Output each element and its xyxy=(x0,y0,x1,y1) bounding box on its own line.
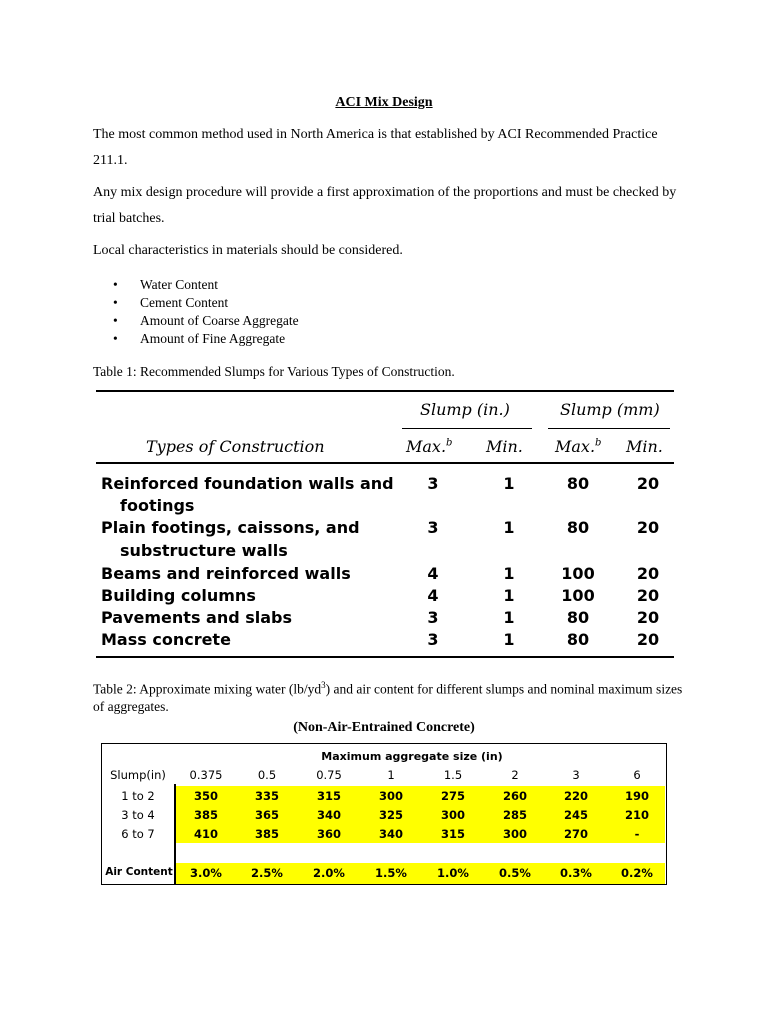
cell-max-mm: 80 xyxy=(566,630,590,649)
cell-max-mm: 100 xyxy=(561,564,595,583)
table-row-name-cont: footings xyxy=(120,496,195,515)
cell-max-mm: 100 xyxy=(561,586,595,605)
water-value: 365 xyxy=(254,808,279,822)
header-max-aggregate-size: Maximum aggregate size (in) xyxy=(321,750,503,763)
air-value: 0.2% xyxy=(621,866,653,880)
table-row-name: Plain footings, caissons, and xyxy=(101,518,360,537)
air-value: 3.0% xyxy=(190,866,222,880)
table-row-name: Building columns xyxy=(101,586,256,605)
cell-min-in: 1 xyxy=(503,630,515,649)
water-value: - xyxy=(634,827,640,841)
header-size: 0.5 xyxy=(257,768,277,782)
table1-caption: Table 1: Recommended Slumps for Various Types of Construction. xyxy=(93,364,455,379)
water-value: 190 xyxy=(624,789,649,803)
cell-max-mm: 80 xyxy=(566,518,590,537)
air-value: 2.0% xyxy=(313,866,345,880)
cell-max-in: 4 xyxy=(427,564,439,583)
table2-caption: Table 2: Approximate mixing water $(lb/yd^3)$ and air content for different slumps and nominal maximum sizes of aggregates. xyxy=(93,680,683,714)
cell-max-mm: 80 xyxy=(566,608,590,627)
header-max-mm: Max.$^b$ xyxy=(555,437,602,456)
table2-subtitle: (Non-Air-Entrained Concrete) xyxy=(293,720,475,735)
cell-min-in: 1 xyxy=(503,586,515,605)
list-item: • Water Content xyxy=(113,276,299,294)
cell-min-mm: 20 xyxy=(636,608,660,627)
header-size: 1.5 xyxy=(443,768,463,782)
cell-max-in: 3 xyxy=(427,630,439,649)
cell-min-mm: 20 xyxy=(636,586,660,605)
list-item: • Cement Content xyxy=(113,294,299,312)
water-value: 220 xyxy=(563,789,588,803)
cell-min-in: 1 xyxy=(503,474,515,493)
water-value: 340 xyxy=(316,808,341,822)
table-top-rule xyxy=(96,390,674,392)
header-slump-in: Slump (in.) xyxy=(420,400,510,419)
slump-range: 3 to 4 xyxy=(121,808,155,822)
air-content-label: Air Content xyxy=(105,866,173,878)
header-min-mm: Min. xyxy=(626,437,663,456)
cell-max-in: 4 xyxy=(427,586,439,605)
water-value: 275 xyxy=(440,789,465,803)
cell-min-mm: 20 xyxy=(636,474,660,493)
water-value: 210 xyxy=(624,808,649,822)
paragraph-local-materials: Local characteristics in materials should be considered. xyxy=(93,243,403,258)
water-value: 245 xyxy=(563,808,588,822)
cell-max-in: 3 xyxy=(427,518,439,537)
cell-min-mm: 20 xyxy=(636,518,660,537)
water-value: 385 xyxy=(193,808,218,822)
water-value: 360 xyxy=(316,827,341,841)
header-size: 3 xyxy=(572,768,580,782)
air-value: 2.5% xyxy=(251,866,283,880)
header-underline xyxy=(548,428,670,429)
air-value: 0.5% xyxy=(499,866,531,880)
air-value: 1.0% xyxy=(437,866,469,880)
water-value: 260 xyxy=(502,789,527,803)
cell-min-mm: 20 xyxy=(636,564,660,583)
header-size: 2 xyxy=(511,768,519,782)
water-value: 410 xyxy=(193,827,218,841)
slump-table xyxy=(96,390,674,660)
water-value: 300 xyxy=(378,789,403,803)
cell-min-mm: 20 xyxy=(636,630,660,649)
header-underline xyxy=(402,428,532,429)
cell-min-in: 1 xyxy=(503,564,515,583)
header-size: 0.375 xyxy=(189,768,223,782)
mixing-water-table xyxy=(101,743,667,885)
table-row-name: Pavements and slabs xyxy=(101,608,293,627)
paragraph-trial-batches: Any mix design procedure will provide a first approximation of the proportions and must be checked by trial batches. xyxy=(93,185,677,226)
water-value: 300 xyxy=(440,808,465,822)
table-row-name: Mass concrete xyxy=(101,630,231,649)
header-bottom-rule xyxy=(96,462,674,464)
header-types-of-construction: Types of Construction xyxy=(146,437,325,456)
list-item: • Amount of Fine Aggregate xyxy=(113,330,299,348)
water-value: 315 xyxy=(440,827,465,841)
cell-max-mm: 80 xyxy=(566,474,590,493)
water-value: 325 xyxy=(378,808,403,822)
cell-min-in: 1 xyxy=(503,518,515,537)
header-slump-mm: Slump (mm) xyxy=(560,400,660,419)
cell-max-in: 3 xyxy=(427,474,439,493)
slump-range: 6 to 7 xyxy=(121,827,155,841)
paragraph-aci-method: The most common method used in North America is that established by ACI Recommended Practice 211.1. xyxy=(93,127,658,168)
water-value: 285 xyxy=(502,808,527,822)
table-bottom-rule xyxy=(96,656,674,658)
table-row-name-cont: substructure walls xyxy=(120,541,288,560)
water-value: 335 xyxy=(254,789,279,803)
water-value: 300 xyxy=(502,827,527,841)
water-value: 350 xyxy=(193,789,218,803)
table-row-name: Beams and reinforced walls xyxy=(101,564,351,583)
bullet-list xyxy=(113,276,299,348)
cell-max-in: 3 xyxy=(427,608,439,627)
header-size: 1 xyxy=(387,768,395,782)
header-size: 0.75 xyxy=(316,768,342,782)
cell-min-in: 1 xyxy=(503,608,515,627)
slump-range: 1 to 2 xyxy=(121,789,155,803)
header-min-in: Min. xyxy=(486,437,523,456)
water-value: 315 xyxy=(316,789,341,803)
table-row-name: Reinforced foundation walls and xyxy=(101,474,394,493)
list-item: • Amount of Coarse Aggregate xyxy=(113,312,299,330)
water-value: 340 xyxy=(378,827,403,841)
header-max-in: Max.$^b$ xyxy=(406,437,453,456)
air-value: 1.5% xyxy=(375,866,407,880)
air-value: 0.3% xyxy=(560,866,592,880)
page-title: ACI Mix Design xyxy=(335,95,433,110)
water-value: 385 xyxy=(254,827,279,841)
water-value: 270 xyxy=(563,827,588,841)
header-size: 6 xyxy=(633,768,641,782)
header-slump: Slump(in) xyxy=(110,768,166,782)
